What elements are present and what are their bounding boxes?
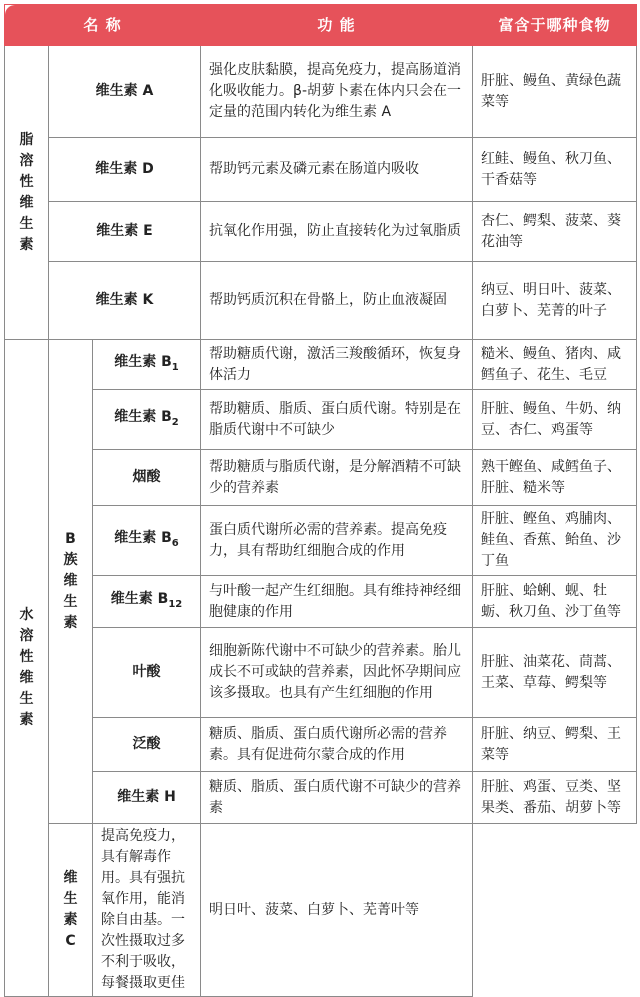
vitamin-function: 帮助钙质沉积在骨骼上，防止血液凝固: [201, 262, 473, 340]
table-row: [5, 772, 637, 824]
vitamin-function: 提高免疫力，具有解毒作用。具有强抗氧作用，能消除自由基。一次性摄取过多不利于吸收，每餐摄取更佳: [93, 824, 201, 997]
table-row: [5, 450, 637, 506]
vitamin-foods: 肝脏、鸡蛋、豆类、坚果类、番茄、胡萝卜等: [473, 772, 637, 824]
vitamin-function: 蛋白质代谢所必需的营养素。提高免疫力，具有帮助红细胞合成的作用: [201, 506, 473, 576]
vitamin-function: 帮助钙元素及磷元素在肠道内吸收: [201, 138, 473, 202]
vitamin-name: 维生素 D: [49, 138, 201, 202]
vitamin-function: 糖质、脂质、蛋白质代谢不可缺少的营养素: [201, 772, 473, 824]
vitamin-name: 维生素 $B_{12}$: [93, 576, 201, 628]
vitamin-foods: 肝脏、纳豆、鳄梨、王菜等: [473, 718, 637, 772]
vitamin-foods: 糙米、鳗鱼、猪肉、咸鳕鱼子、花生、毛豆: [473, 340, 637, 390]
table-row: [5, 628, 637, 718]
vitamin-foods: 肝脏、鳗鱼、黄绿色蔬菜等: [473, 46, 637, 138]
table-row: [5, 390, 637, 450]
vitamin-name: 维生素 E: [49, 202, 201, 262]
vitamin-foods: 明日叶、菠菜、白萝卜、芜菁叶等: [201, 824, 473, 997]
vitamin-name: 维生素 $B_2$: [93, 390, 201, 450]
vitamin-function: 细胞新陈代谢中不可缺少的营养素。胎儿成长不可或缺的营养素，因此怀孕期间应该多摄取。也具有产生红细胞的作用: [201, 628, 473, 718]
vitamin-table: [4, 4, 637, 997]
vitamin-name: 维生素 A: [49, 46, 201, 138]
vitamin-foods: 杏仁、鳄梨、菠菜、葵花油等: [473, 202, 637, 262]
vitamin-foods: 肝脏、油菜花、茼蒿、王菜、草莓、鳄梨等: [473, 628, 637, 718]
table-row: [5, 718, 637, 772]
vitamin-function: 帮助糖质与脂质代谢，是分解酒精不可缺少的营养素: [201, 450, 473, 506]
table-row: [5, 262, 637, 340]
vitamin-name: 维生素 K: [49, 262, 201, 340]
vitamin-foods: 熟干鲣鱼、咸鳕鱼子、肝脏、糙米等: [473, 450, 637, 506]
vitamin-foods: 肝脏、鳗鱼、牛奶、纳豆、杏仁、鸡蛋等: [473, 390, 637, 450]
vitamin-name: 维生素 C: [49, 824, 93, 997]
vitamin-function: 帮助糖质代谢，激活三羧酸循环，恢复身体活力: [201, 340, 473, 390]
vitamin-name: 维生素 H: [93, 772, 201, 824]
table-row: [5, 824, 637, 997]
vitamin-foods: 红鲑、鳗鱼、秋刀鱼、干香菇等: [473, 138, 637, 202]
vitamin-name: 泛酸: [93, 718, 201, 772]
table-row: [5, 576, 637, 628]
table-row: [5, 202, 637, 262]
header-function: 功 能: [201, 5, 473, 46]
vitamin-foods: 肝脏、蛤蜊、蚬、牡蛎、秋刀鱼、沙丁鱼等: [473, 576, 637, 628]
vitamin-name: 维生素 $B_6$: [93, 506, 201, 576]
vitamin-name: 叶酸: [93, 628, 201, 718]
vitamin-name: 维生素 $B_1$: [93, 340, 201, 390]
vitamin-function: 与叶酸一起产生红细胞。具有维持神经细胞健康的作用: [201, 576, 473, 628]
table-row: [5, 138, 637, 202]
vitamin-function: 强化皮肤黏膜，提高免疫力，提高肠道消化吸收能力。β-胡萝卜素在体内只会在一定量的范围内转化为维生素 A: [201, 46, 473, 138]
category-water-soluble: 水溶性维生素: [5, 340, 49, 997]
vitamin-function: 抗氧化作用强，防止直接转化为过氧脂质: [201, 202, 473, 262]
category-fat-soluble: 脂溶性维生素: [5, 46, 49, 340]
vitamin-foods: 纳豆、明日叶、菠菜、白萝卜、芜菁的叶子: [473, 262, 637, 340]
table-header-row: [5, 5, 637, 46]
vitamin-foods: 肝脏、鲣鱼、鸡脯肉、鲑鱼、香蕉、鲐鱼、沙丁鱼: [473, 506, 637, 576]
header-name: 名 称: [5, 5, 201, 46]
table-row: [5, 46, 637, 138]
category-b-group: B族维生素: [49, 340, 93, 824]
vitamin-function: 糖质、脂质、蛋白质代谢所必需的营养素。具有促进荷尔蒙合成的作用: [201, 718, 473, 772]
header-foods: 富含于哪种食物: [473, 5, 637, 46]
vitamin-name: 烟酸: [93, 450, 201, 506]
table-row: [5, 506, 637, 576]
vitamin-function: 帮助糖质、脂质、蛋白质代谢。特别是在脂质代谢中不可缺少: [201, 390, 473, 450]
table-row: [5, 340, 637, 390]
